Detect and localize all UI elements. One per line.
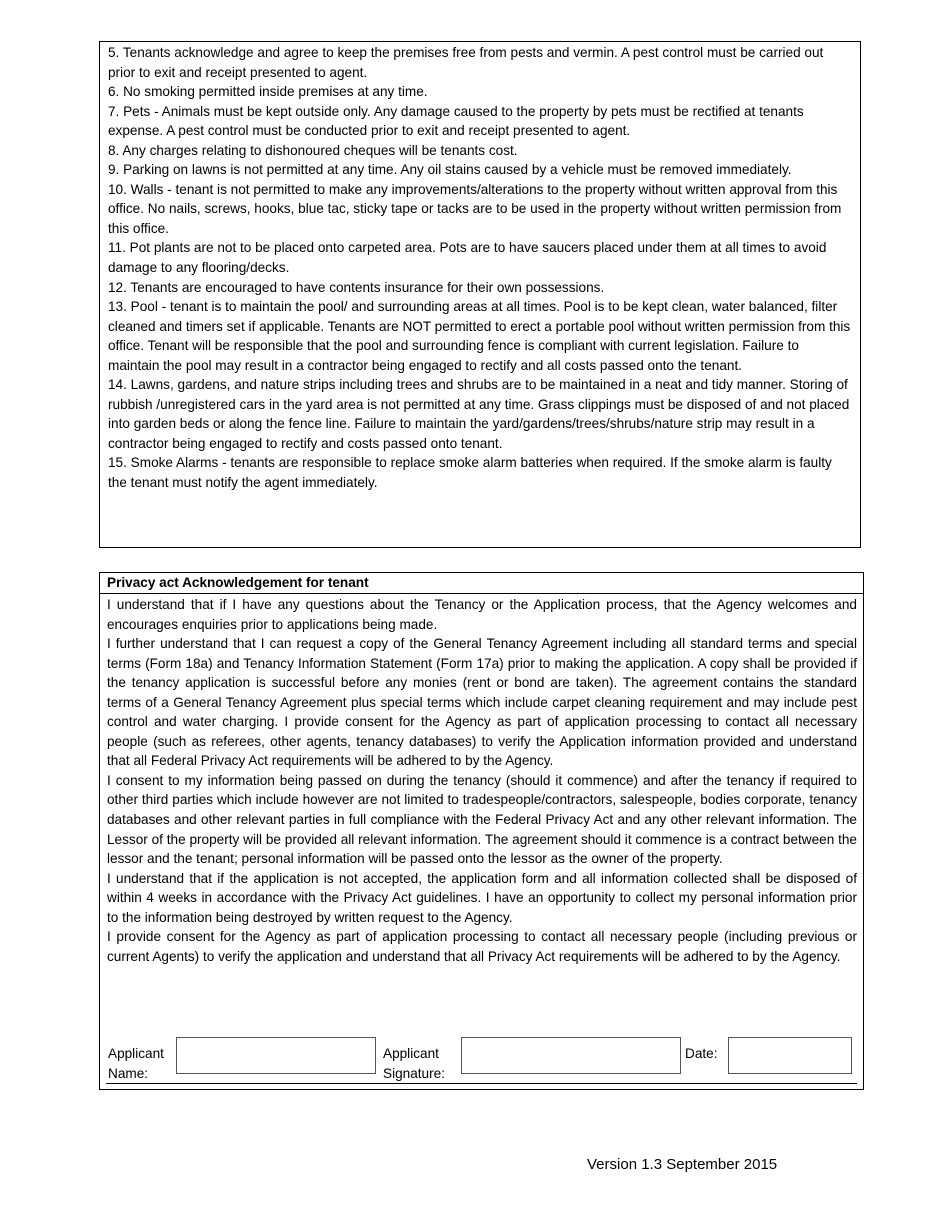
version-footer: Version 1.3 September 2015 bbox=[587, 1156, 778, 1173]
applicant-name-label: Applicant Name: bbox=[108, 1046, 164, 1081]
privacy-acknowledgement-box bbox=[99, 572, 864, 1090]
privacy-paragraph: I further understand that I can request a copy of the General Tenancy Agreement including all standard terms and special terms (Form 18a) and Tenancy Information Statement (Form 17a) prior to making the application. A copy shall be provided if the tenancy application is successful before any monies (rent or bond are taken). The agreement contains the standard terms of a General Tenancy Agreement plus special terms which include carpet cleaning requirement and may include pest control and water charging. I provide consent for the Agency as part of application processing to contact all necessary people (such as referees, other agents, tenancy databases) to verify the Application information provided and understand that all Federal Privacy Act requirements will be adhered to by the Agency. bbox=[107, 636, 857, 769]
clause-10: 10. Walls - tenant is not permitted to make any improvements/alterations to the property without written approval from this office. No nails, screws, hooks, blue tac, sticky tape or tacks are to be used in the property without written permission from this office. bbox=[108, 181, 842, 236]
clause-15: 15. Smoke Alarms - tenants are responsible to replace smoke alarm batteries when required. If the smoke alarm is faulty the tenant must notify the agent immediately. bbox=[108, 455, 832, 491]
signature-row bbox=[100, 1036, 863, 1086]
date-field[interactable] bbox=[728, 1037, 852, 1074]
clause-14: 14. Lawns, gardens, and nature strips including trees and shrubs are to be maintained in a neat and tidy manner. Storing of rubbish /unregistered cars in the yard area is not permitted at any time. Grass clippings must be disposed of and not placed into garden beds or along the fence line. Failure to maintain the yard/gardens/trees/shrubs/nature strip may result in a contractor being engaged to rectify and costs passed onto tenant. bbox=[108, 377, 850, 451]
privacy-body bbox=[100, 594, 863, 966]
applicant-name-field[interactable] bbox=[176, 1037, 376, 1074]
privacy-paragraph: I provide consent for the Agency as part of application processing to contact all necessary people (including previous or current Agents) to verify the application and understand that all Privacy Act requirements will be adhered to by the Agency. bbox=[107, 929, 857, 964]
privacy-paragraph: I consent to my information being passed on during the tenancy (should it commence) and after the tenancy if required to other third parties which include however are not limited to tradespeople/contractors, salespeople, bodies corporate, tenancy databases and other relevant parties in full compliance with the Federal Privacy Act and any other relevant information. The Lessor of the property will be provided all relevant information. The agreement should it commence is a contract between the lessor and the tenant; personal information will be passed onto the lessor as the owner of the property. bbox=[107, 772, 857, 867]
house-rules-box bbox=[99, 41, 861, 548]
clause-12: 12. Tenants are encouraged to have contents insurance for their own possessions. bbox=[108, 279, 605, 295]
clause-6: 6. No smoking permitted inside premises at any time. bbox=[108, 84, 428, 100]
applicant-signature-label: Applicant Signature: bbox=[383, 1046, 445, 1081]
date-label: Date: bbox=[685, 1046, 718, 1061]
privacy-paragraph: I understand that if the application is not accepted, the application form and all information collected shall be disposed of within 4 weeks in accordance with the Privacy Act guidelines. I have an opportunity to collect my personal information prior to the information being destroyed by written request to the Agency. bbox=[107, 870, 857, 925]
privacy-paragraph: I understand that if I have any questions about the Tenancy or the Application process, that the Agency welcomes and encourages enquiries prior to applications being made. bbox=[107, 597, 857, 632]
clause-5: 5. Tenants acknowledge and agree to keep the premises free from pests and vermin. A pest control must be carried out prior to exit and receipt presented to agent. bbox=[108, 45, 824, 80]
clause-13: 13. Pool - tenant is to maintain the pool/ and surrounding areas at all times. Pool is to be kept clean, water balanced, filter cleaned and timers set if applicable. Tenants are NOT permitted to erect a portable pool without written permission from this office. Tenant will be responsible that the pool and surrounding fence is compliant with current legislation. Failure to maintain the pool may result in a contractor being engaged to rectify and all costs passed onto the tenant. bbox=[108, 299, 851, 373]
privacy-title: Privacy act Acknowledgement for tenant bbox=[100, 573, 863, 594]
clause-7: 7. Pets - Animals must be kept outside only. Any damage caused to the property by pets must be rectified at tenants expense. A pest control must be conducted prior to exit and receipt presented to agent. bbox=[108, 103, 804, 139]
clause-11: 11. Pot plants are not to be placed onto carpeted area. Pots are to have saucers placed under them at all times to avoid damage to any flooring/decks. bbox=[108, 240, 827, 276]
applicant-signature-field[interactable] bbox=[461, 1037, 681, 1074]
signature-divider bbox=[106, 1083, 857, 1084]
clause-9: 9. Parking on lawns is not permitted at any time. Any oil stains caused by a vehicle must be removed immediately. bbox=[108, 162, 792, 178]
clause-8: 8. Any charges relating to dishonoured cheques will be tenants cost. bbox=[108, 142, 518, 158]
